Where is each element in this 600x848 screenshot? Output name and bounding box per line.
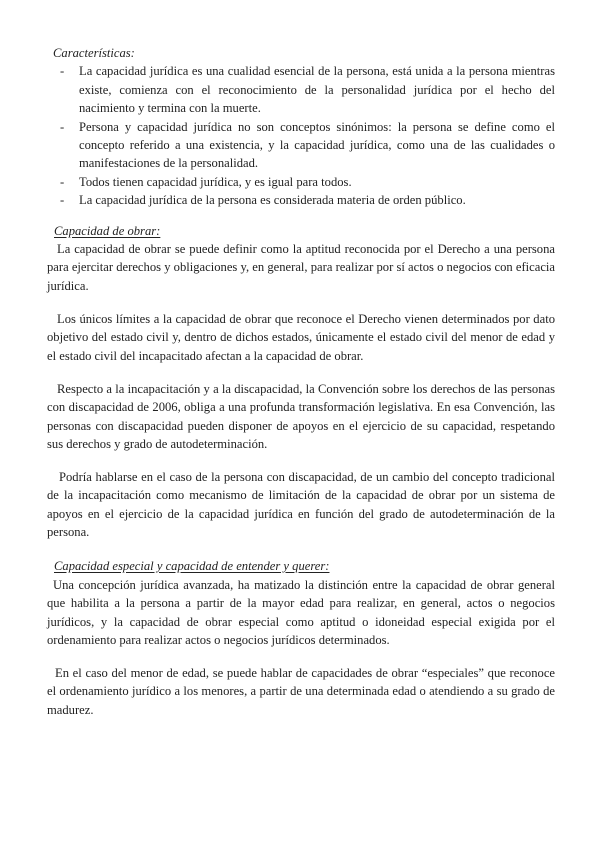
bullet-marker: - [60,64,65,79]
bullet-marker: - [60,119,65,134]
capacidad-especial-heading: Capacidad especial y capacidad de entender y querer: [54,559,330,573]
list-item-text: Persona y capacidad jurídica no son conceptos sinónimos: la persona se define como el concepto referido a una existencia, y la capacidad jurídica, como una de las cualidades o manifestaciones de la personalidad. [79,119,555,171]
paragraph: En el caso del menor de edad, se puede hablar de capacidades de obrar “especiales” que reconoce el ordenamiento jurídico a los menores, a partir de una determinada edad o atendiendo a su grado de madurez. [47,666,555,717]
paragraph: Una concepción jurídica avanzada, ha matizado la distinción entre la capacidad de obrar general que habilita a la persona a partir de la mayor edad para realizar, en general, actos o negocios jurídicos, y la capacidad de obrar especial como aptitud o idoneidad especial exigida por el ordenamiento para realizar actos o negocios jurídicos determinados. [47,578,555,648]
bullet-marker: - [60,193,65,208]
list-item-text: La capacidad jurídica de la persona es considerada materia de orden público. [79,193,466,208]
list-item [47,62,555,117]
caracteristicas-section [47,44,555,210]
paragraph: La capacidad de obrar se puede definir como la aptitud reconocida por el Derecho a una persona para ejercitar derechos y obligaciones y, en general, para realizar por sí actos o negocios con eficacia jurídica. [47,242,555,293]
list-item [47,118,555,173]
caracteristicas-list [47,62,555,209]
capacidad-obrar-heading: Capacidad de obrar: [54,224,161,238]
list-item-text: La capacidad jurídica es una cualidad esencial de la persona, está unida a la persona mientras existe, comienza con el reconocimiento de la personalidad jurídica por el hecho del nacimiento y termina con la muerte. [79,64,555,116]
paragraph: Los únicos límites a la capacidad de obrar que reconoce el Derecho vienen determinados por dato objetivo del estado civil y, dentro de dichos estados, únicamente el estado civil del menor de edad y el estado civil del incapacitado afectan a la capacidad de obrar. [47,312,555,363]
paragraph: Podría hablarse en el caso de la persona con discapacidad, de un cambio del concepto tradicional de la incapacitación como mecanismo de limitación de la capacidad de obrar por un sistema de apoyos en el ejercicio de la capacidad jurídica en función del grado de autodeterminación de la persona. [47,470,555,540]
caracteristicas-heading: Características: [53,46,135,60]
paragraph: Respecto a la incapacitación y a la discapacidad, la Convención sobre los derechos de las personas con discapacidad de 2006, obliga a una profunda transformación legislativa. En esa Convención, las personas con discapacidad pueden disponer de apoyos en el ejercicio de su capacidad, respetando sus derechos y grado de autodeterminación. [47,382,555,452]
list-item-text: Todos tienen capacidad jurídica, y es igual para todos. [79,174,352,189]
bullet-marker: - [60,174,65,189]
list-item [47,173,555,191]
list-item [47,191,555,209]
